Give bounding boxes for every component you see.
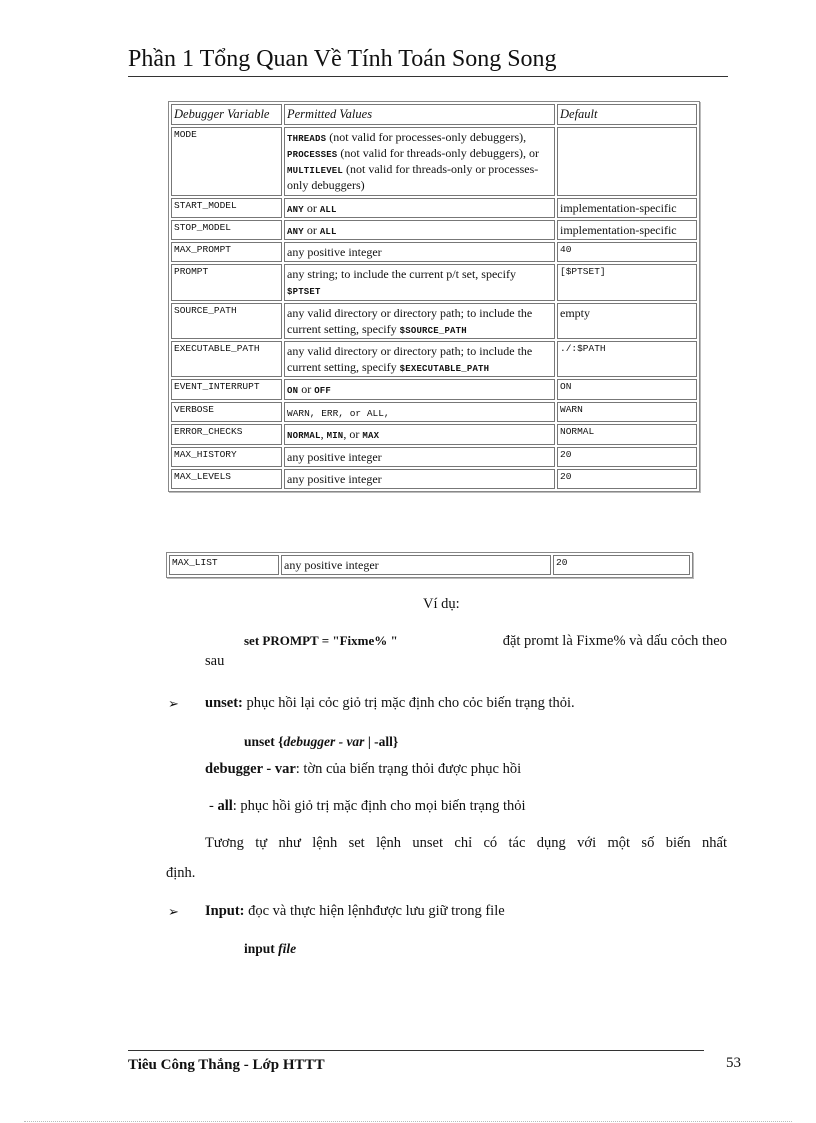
default-cell: implementation-specific xyxy=(557,220,697,240)
values-text: , or xyxy=(343,427,363,442)
values-cell xyxy=(284,220,555,240)
values-text: (not valid for threads-only or processes-only debuggers) xyxy=(287,162,539,193)
values-text: , xyxy=(320,427,327,442)
set-description: đặt promt là Fixme% và dấu cỏch theo xyxy=(502,633,727,649)
values-text: any positive integer xyxy=(287,449,382,464)
keyword-text: MULTILEVEL xyxy=(287,166,344,177)
values-cell xyxy=(284,198,555,218)
variable-cell: EXECUTABLE_PATH xyxy=(171,341,282,377)
input-syntax xyxy=(244,941,296,957)
variable-cell: MAX_HISTORY xyxy=(171,447,282,467)
values-cell xyxy=(284,341,555,377)
all-description-line xyxy=(209,798,526,815)
set-description-cont: sau xyxy=(205,653,225,669)
values-text: any positive integer xyxy=(287,245,382,259)
footer-divider xyxy=(128,1050,704,1051)
keyword-text: ANY xyxy=(287,226,304,237)
keyword-text: NORMAL xyxy=(287,431,321,442)
debugger-variables-table-frame xyxy=(168,101,700,492)
variable-cell: MODE xyxy=(171,127,282,196)
max-list-table xyxy=(167,553,692,577)
unset-syntax-var: debugger - var xyxy=(283,734,365,749)
values-text: (not valid for processes-only debuggers), xyxy=(326,129,527,144)
unset-label: unset: xyxy=(205,695,243,711)
table-row xyxy=(171,447,697,467)
paragraph-line-1: Tương tự như lệnh set lệnh unset chỉ có tác dụng với một số biến nhất xyxy=(205,835,727,851)
values-text: any positive integer xyxy=(287,471,382,486)
table-row xyxy=(171,242,697,262)
values-text: or xyxy=(298,382,315,397)
table-row xyxy=(171,220,697,240)
table-row xyxy=(169,555,690,575)
paragraph-line-2: định. xyxy=(166,865,196,881)
input-syntax-cmd: input xyxy=(244,941,275,956)
max-list-table-frame xyxy=(166,552,693,578)
default-cell: NORMAL xyxy=(557,424,697,444)
default-cell: WARN xyxy=(557,402,697,423)
footer-author: Tiêu Công Thắng - Lớp HTTT xyxy=(128,1057,325,1073)
table-row xyxy=(171,424,697,444)
header-divider xyxy=(128,76,728,77)
var-description-line xyxy=(205,761,521,778)
set-example-line xyxy=(244,633,727,650)
variable-cell: VERBOSE xyxy=(171,402,282,423)
keyword-text: OFF xyxy=(314,386,332,397)
default-cell: implementation-specific xyxy=(557,198,697,218)
variable-cell: START_MODEL xyxy=(171,198,282,218)
default-cell: [$PTSET] xyxy=(557,264,697,300)
debugger-variables-table xyxy=(169,102,699,491)
values-cell xyxy=(284,127,555,196)
page-title: Phần 1 Tổng Quan Về Tính Toán Song Song xyxy=(128,46,557,72)
input-syntax-file: file xyxy=(278,941,297,956)
values-cell xyxy=(284,379,555,399)
var-description: : tờn của biến trạng thỏi được phục hồi xyxy=(295,761,522,777)
default-cell: 20 xyxy=(557,469,697,489)
page-number: 53 xyxy=(726,1055,741,1071)
input-label: Input: xyxy=(205,903,245,919)
variable-cell: PROMPT xyxy=(171,264,282,300)
values-text: any valid directory or directory path; to include the current setting, specify xyxy=(287,305,533,336)
table-row xyxy=(171,127,697,196)
default-cell: empty xyxy=(557,303,697,339)
all-prefix: - xyxy=(209,798,218,814)
keyword-text: ALL xyxy=(319,204,337,215)
bullet-arrow-icon: ➢ xyxy=(168,905,179,920)
values-text: any string; to include the current p/t set, specify xyxy=(287,267,516,282)
table-row xyxy=(171,341,697,377)
bullet-arrow-icon: ➢ xyxy=(168,697,179,712)
default-cell: ./:$PATH xyxy=(557,341,697,377)
keyword-text: $SOURCE_PATH xyxy=(399,325,467,336)
table-row xyxy=(171,402,697,423)
input-description: đọc và thực hiện lệnhđược lưu giữ trong file xyxy=(248,903,505,919)
default-cell xyxy=(557,127,697,196)
input-line xyxy=(205,903,505,920)
values-text: any valid directory or directory path; to include the current setting, specify xyxy=(287,343,533,375)
keyword-text: $PTSET xyxy=(287,287,321,298)
header-permitted-values: Permitted Values xyxy=(284,104,555,125)
default-cell: 40 xyxy=(557,242,697,262)
unset-line xyxy=(205,695,575,712)
values-cell xyxy=(284,402,555,423)
keyword-text: WARN, ERR, or ALL, xyxy=(287,407,390,419)
keyword-text: MIN xyxy=(326,431,344,442)
keyword-text: ON xyxy=(287,386,299,397)
values-cell xyxy=(284,242,555,262)
keyword-text: PROCESSES xyxy=(287,150,338,161)
values-cell: any positive integer xyxy=(281,555,551,575)
table-row xyxy=(171,469,697,489)
default-cell: 20 xyxy=(557,447,697,467)
example-heading: Ví dụ: xyxy=(423,596,460,612)
keyword-text: MAX xyxy=(362,431,380,442)
table-header-row xyxy=(171,104,697,125)
all-label: all xyxy=(217,798,233,814)
table-row xyxy=(171,379,697,399)
variable-cell: MAX_LIST xyxy=(169,555,279,575)
values-cell xyxy=(284,303,555,339)
var-label: debugger - var xyxy=(205,761,296,777)
values-text: (not valid for threads-only debuggers), or xyxy=(337,146,540,161)
header-debugger-variable: Debugger Variable xyxy=(171,104,282,125)
unset-syntax-start: unset { xyxy=(244,734,284,749)
unset-syntax xyxy=(244,734,398,750)
unset-syntax-end: | -all} xyxy=(364,734,399,749)
values-cell xyxy=(284,447,555,467)
table-row xyxy=(171,264,697,300)
variable-cell: ERROR_CHECKS xyxy=(171,424,282,444)
values-cell xyxy=(284,469,555,489)
keyword-text: $EXECUTABLE_PATH xyxy=(399,364,490,375)
table-row xyxy=(171,198,697,218)
values-text: or xyxy=(303,200,320,215)
values-text: or xyxy=(303,222,320,237)
unset-description: phục hồi lại cỏc giỏ trị mặc định cho cỏc biến trạng thỏi. xyxy=(246,695,575,711)
page-edge-divider xyxy=(24,1121,792,1122)
values-cell xyxy=(284,264,555,300)
variable-cell: MAX_LEVELS xyxy=(171,469,282,489)
table-row xyxy=(171,303,697,339)
variable-cell: SOURCE_PATH xyxy=(171,303,282,339)
default-cell: 20 xyxy=(553,555,690,575)
values-cell xyxy=(284,424,555,444)
default-cell: ON xyxy=(557,379,697,399)
variable-cell: EVENT_INTERRUPT xyxy=(171,379,282,399)
keyword-text: ALL xyxy=(319,226,337,237)
keyword-text: ANY xyxy=(287,204,304,215)
variable-cell: MAX_PROMPT xyxy=(171,242,282,262)
header-default: Default xyxy=(557,104,697,125)
set-command: set PROMPT = "Fixme% " xyxy=(244,633,398,648)
keyword-text: THREADS xyxy=(287,133,327,144)
variable-cell: STOP_MODEL xyxy=(171,220,282,240)
all-description: : phục hồi giỏ trị mặc định cho mọi biến trạng thỏi xyxy=(232,798,526,814)
